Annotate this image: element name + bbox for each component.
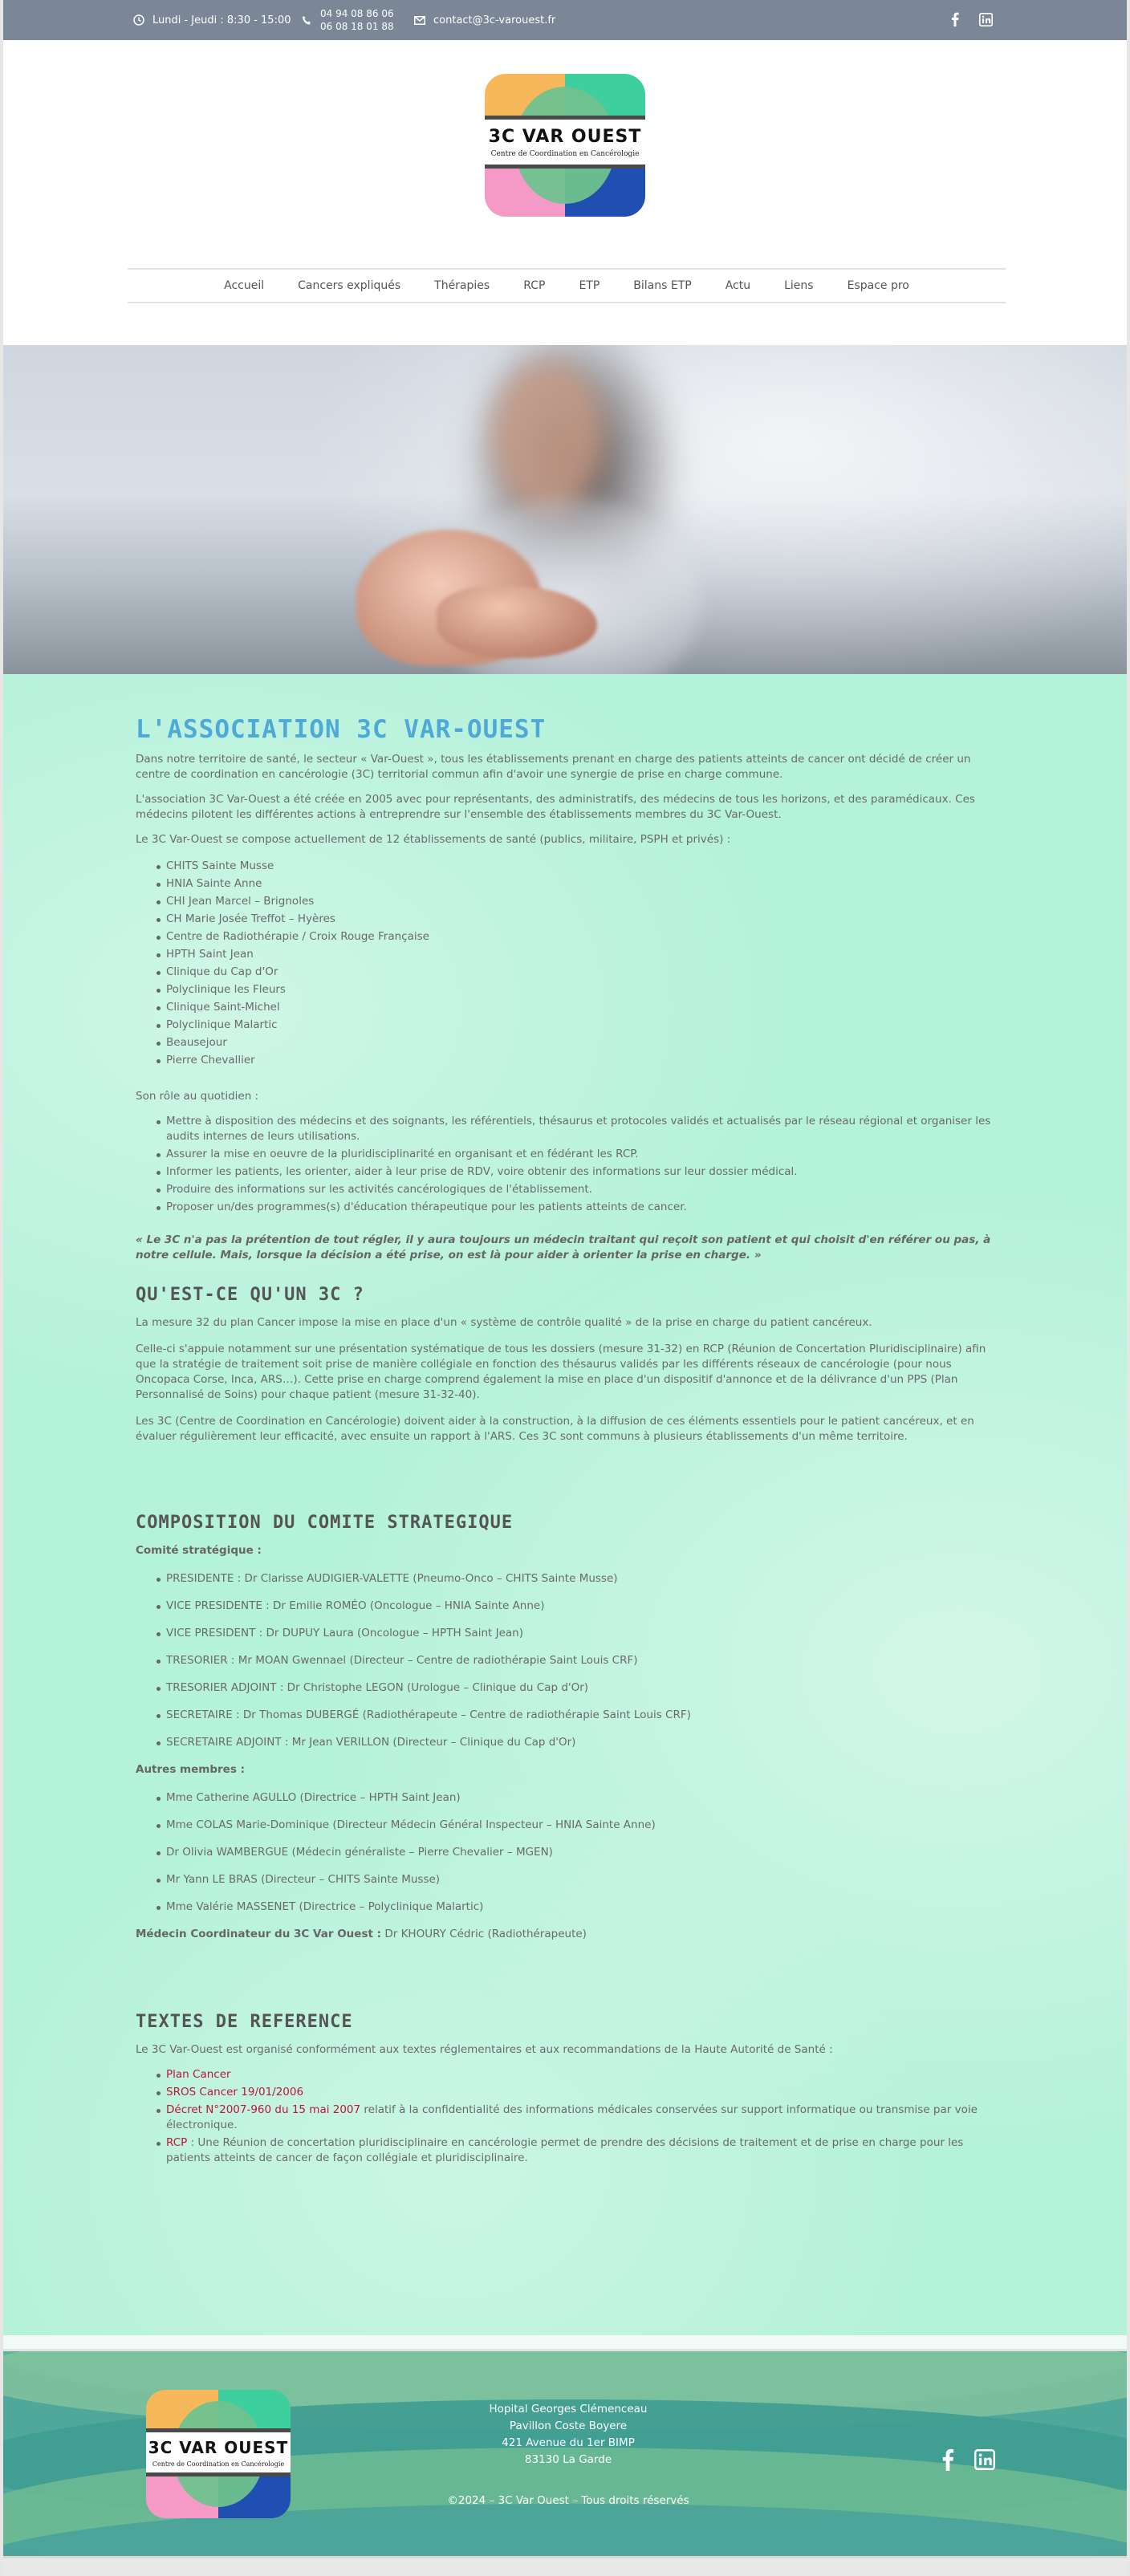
phone-icon xyxy=(302,15,312,26)
logo-band xyxy=(146,2428,291,2476)
decret-description: relatif à la confidentialité des informations médicales conservées sur support informatique ou transmise par voie électronique. xyxy=(166,2103,978,2131)
list-item: SECRETAIRE ADJOINT : Mr Jean VERILLON (Directeur – Clinique du Cap d'Or) xyxy=(156,1735,998,1750)
phone-number-1[interactable]: 04 94 08 86 06 xyxy=(320,8,394,19)
list-item: CHITS Sainte Musse xyxy=(156,859,998,874)
clock-icon xyxy=(133,14,144,26)
nav-liens[interactable]: Liens xyxy=(784,279,814,292)
logo-name: 3C VAR OUEST xyxy=(488,126,642,147)
nav-rcp[interactable]: RCP xyxy=(523,279,546,292)
logo-band xyxy=(485,116,645,169)
rcp-description: : Une Réunion de concertation pluridisciplinaire en cancérologie permet de prendre des décisions de traitement et de prise en charge pour les patients atteints de cancer de façon collégiale et pluridisciplinaire. xyxy=(166,2136,964,2164)
list-item: Polyclinique les Fleurs xyxy=(156,982,998,997)
list-item xyxy=(156,2135,998,2166)
nav-cancers-expliques[interactable]: Cancers expliqués xyxy=(298,279,401,292)
decret-link[interactable]: Décret N°2007-960 du 15 mai 2007 xyxy=(166,2103,361,2116)
list-item: Clinique du Cap d'Or xyxy=(156,965,998,980)
rcp-link[interactable]: RCP xyxy=(166,2136,188,2149)
facebook-icon[interactable] xyxy=(934,2446,961,2473)
main-nav xyxy=(128,268,1006,303)
list-item: Mme Valérie MASSENET (Directrice – Polyclinique Malartic) xyxy=(156,1899,998,1915)
association-paragraph-1: Dans notre territoire de santé, le secteur « Var-Ouest », tous les établissements prenant en charge des patients atteints de cancer ont décidé de créer un centre de coordination en cancérologie (3C) territorial commun afin d'avoir une synergie de prise en charge commune. xyxy=(136,753,971,781)
list-item: Produire des informations sur les activités cancérologiques de l'établissement. xyxy=(156,1182,998,1197)
list-item: TRESORIER ADJOINT : Dr Christophe LEGON (Urologue – Clinique du Cap d'Or) xyxy=(156,1680,998,1696)
content-separator xyxy=(3,2335,1127,2351)
mail-icon xyxy=(414,16,425,25)
copyright: ©2024 – 3C Var Ouest – Tous droits réservés xyxy=(447,2494,689,2507)
page-bottom-strip xyxy=(3,2556,1127,2576)
list-item: TRESORIER : Mr MOAN Gwennael (Directeur – Centre de radiothérapie Saint Louis CRF) xyxy=(156,1653,998,1668)
email-contact[interactable] xyxy=(414,0,555,40)
strategic-committee-label: Comité stratégique : xyxy=(136,1544,262,1557)
nav-bilans-etp[interactable]: Bilans ETP xyxy=(633,279,692,292)
list-item: HNIA Sainte Anne xyxy=(156,876,998,892)
facebook-icon[interactable] xyxy=(945,10,965,29)
list-item: SECRETAIRE : Dr Thomas DUBERGÉ (Radiothérapeute – Centre de radiothérapie Saint Louis CRF) xyxy=(156,1708,998,1723)
email-link[interactable]: contact@3c-varouest.fr xyxy=(433,14,556,26)
footer-logo[interactable] xyxy=(146,2390,291,2518)
other-members-label: Autres membres : xyxy=(136,1763,245,1776)
what-is-3c-paragraph-3: Les 3C (Centre de Coordination en Cancérologie) doivent aider à la construction, à la diffusion de ces éléments essentiels pour le patient cancéreux, et en évaluer régulièrement leur efficacité, avec ensuite un rapport à l'ARS. Ces 3C sont communs à plusieurs établissements d'un même territoire. xyxy=(136,1415,974,1443)
list-item: Assurer la mise en oeuvre de la pluridisciplinarité en organisant et en fédérant les RCP. xyxy=(156,1147,998,1162)
strategic-committee-list xyxy=(156,1571,998,1750)
nav-therapies[interactable]: Thérapies xyxy=(434,279,490,292)
coordinator-name: Dr KHOURY Cédric (Radiothérapeute) xyxy=(384,1928,587,1940)
what-is-3c-section xyxy=(136,1287,998,1444)
address-line: 421 Avenue du 1er BIMP xyxy=(502,2436,635,2449)
address-line: Hopital Georges Clémenceau xyxy=(489,2403,648,2416)
list-item xyxy=(156,2103,998,2133)
list-item xyxy=(156,2067,998,2082)
logo-tagline: Centre de Coordination en Cancérologie xyxy=(152,2460,285,2468)
list-item: PRESIDENTE : Dr Clarisse AUDIGIER-VALETTE (Pneumo-Onco – CHITS Sainte Musse) xyxy=(156,1571,998,1587)
top-bar xyxy=(3,0,1127,40)
sros-cancer-link[interactable]: SROS Cancer 19/01/2006 xyxy=(166,2086,304,2099)
role-intro: Son rôle au quotidien : xyxy=(136,1090,259,1103)
nav-etp[interactable]: ETP xyxy=(579,279,600,292)
phone-numbers[interactable] xyxy=(302,0,394,40)
site-footer xyxy=(3,2351,1127,2556)
opening-hours-text: Lundi - Jeudi : 8:30 - 15:00 xyxy=(152,14,291,26)
nav-accueil[interactable]: Accueil xyxy=(224,279,265,292)
main-content xyxy=(3,674,1127,2335)
references-list xyxy=(156,2067,998,2166)
plan-cancer-link[interactable]: Plan Cancer xyxy=(166,2068,231,2081)
what-is-3c-title: QU'EST-CE QU'UN 3C ? xyxy=(136,1285,364,1305)
list-item: Dr Olivia WAMBERGUE (Médecin généraliste – Pierre Chevalier – MGEN) xyxy=(156,1845,998,1860)
association-quote: « Le 3C n'a pas la prétention de tout régler, il y aura toujours un médecin traitant qui reçoit son patient et qui choisit d'en référer ou pas, à notre cellule. Mais, lorsque la décision a été prise, on est là pour aider à orienter la prise en charge. » xyxy=(136,1233,991,1262)
committee-title: COMPOSITION DU COMITE STRATEGIQUE xyxy=(136,1513,514,1533)
references-intro: Le 3C Var-Ouest est organisé conformément aux textes réglementaires et aux recommandations de la Haute Autorité de Santé : xyxy=(136,2043,833,2056)
list-item: Mme Catherine AGULLO (Directrice – HPTH Saint Jean) xyxy=(156,1790,998,1806)
list-item: Mme COLAS Marie-Dominique (Directeur Médecin Général Inspecteur – HNIA Sainte Anne) xyxy=(156,1818,998,1833)
phone-number-2[interactable]: 06 08 18 01 88 xyxy=(320,21,394,32)
opening-hours xyxy=(133,0,291,40)
list-item: Informer les patients, les orienter, aider à leur prise de RDV, voire obtenir des informations sur leur dossier médical. xyxy=(156,1164,998,1180)
list-item xyxy=(156,2085,998,2100)
list-item: Clinique Saint-Michel xyxy=(156,1000,998,1015)
association-title: L'ASSOCIATION 3C VAR-OUEST xyxy=(136,715,547,744)
hero-image xyxy=(3,345,1127,674)
logo-name: 3C VAR OUEST xyxy=(148,2437,289,2457)
coordinator-label: Médecin Coordinateur du 3C Var Ouest : xyxy=(136,1928,382,1940)
nav-actu[interactable]: Actu xyxy=(725,279,751,292)
list-item: Mettre à disposition des médecins et des soignants, les référentiels, thésaurus et protocoles validés et actualisés par le réseau régional et organiser les audits internes de leurs utilisations. xyxy=(156,1114,998,1144)
logo-tagline: Centre de Coordination en Cancérologie xyxy=(490,149,640,158)
references-section xyxy=(136,2014,998,2166)
nav-espace-pro[interactable]: Espace pro xyxy=(847,279,909,292)
linkedin-icon[interactable] xyxy=(971,2446,998,2473)
list-item: Beausejour xyxy=(156,1035,998,1050)
list-item: CH Marie Josée Treffot – Hyères xyxy=(156,912,998,927)
list-item: Centre de Radiothérapie / Croix Rouge Française xyxy=(156,929,998,945)
footer-address xyxy=(408,2401,729,2468)
list-item: CHI Jean Marcel – Brignoles xyxy=(156,894,998,909)
list-item: Proposer un/des programmes(s) d'éducation thérapeutique pour les patients atteints de cancer. xyxy=(156,1200,998,1215)
coordinator xyxy=(136,1927,998,1942)
role-list xyxy=(156,1114,998,1215)
what-is-3c-paragraph-1: La mesure 32 du plan Cancer impose la mise en place d'un « système de contrôle qualité » de la prise en charge du patient cancéreux. xyxy=(136,1316,872,1329)
site-header xyxy=(3,40,1127,345)
association-paragraph-2: L'association 3C Var-Ouest a été créée en 2005 avec pour représentants, des administratifs, des médecins de tous les horizons, et des paramédicaux. Ces médecins pilotent les différentes actions à entreprendre sur l'ensemble des établissements membres du 3C Var-Ouest. xyxy=(136,793,975,821)
linkedin-icon[interactable] xyxy=(976,10,995,29)
committee-section xyxy=(136,1515,998,1942)
association-paragraph-3: Le 3C Var-Ouest se compose actuellement de 12 établissements de santé (publics, militaire, PSPH et privés) : xyxy=(136,833,731,846)
association-section xyxy=(136,715,998,1263)
list-item: Pierre Chevallier xyxy=(156,1053,998,1068)
list-item: VICE PRESIDENTE : Dr Emilie ROMÉO (Oncologue – HNIA Sainte Anne) xyxy=(156,1599,998,1614)
what-is-3c-paragraph-2: Celle-ci s'appuie notamment sur une présentation systématique de tous les dossiers (mesure 31-32) en RCP (Réunion de Concertation Pluridisciplinaire) afin que la stratégie de traitement soit prise de manière collégiale en fonction des thésaurus validés par les différents réseaux de cancérologie (pour nous Oncopaca Corse, Inca, ARS…). Cette prise en charge comprend également la mise en place d'un dispositif d'annonce et de la délivrance d'un PPS (Plan Personnalisé de Soins) pour chaque patient (mesure 31-32-40). xyxy=(136,1343,986,1401)
references-title: TEXTES DE REFERENCE xyxy=(136,2012,353,2032)
list-item: Mr Yann LE BRAS (Directeur – CHITS Sainte Musse) xyxy=(156,1872,998,1887)
address-line: 83130 La Garde xyxy=(524,2453,612,2466)
site-logo[interactable] xyxy=(485,74,645,217)
list-item: Polyclinique Malartic xyxy=(156,1018,998,1033)
other-members-list xyxy=(156,1790,998,1915)
list-item: HPTH Saint Jean xyxy=(156,947,998,962)
address-line: Pavillon Coste Boyere xyxy=(509,2420,628,2432)
list-item: VICE PRESIDENT : Dr DUPUY Laura (Oncologue – HPTH Saint Jean) xyxy=(156,1626,998,1641)
establishment-list xyxy=(156,859,998,1068)
